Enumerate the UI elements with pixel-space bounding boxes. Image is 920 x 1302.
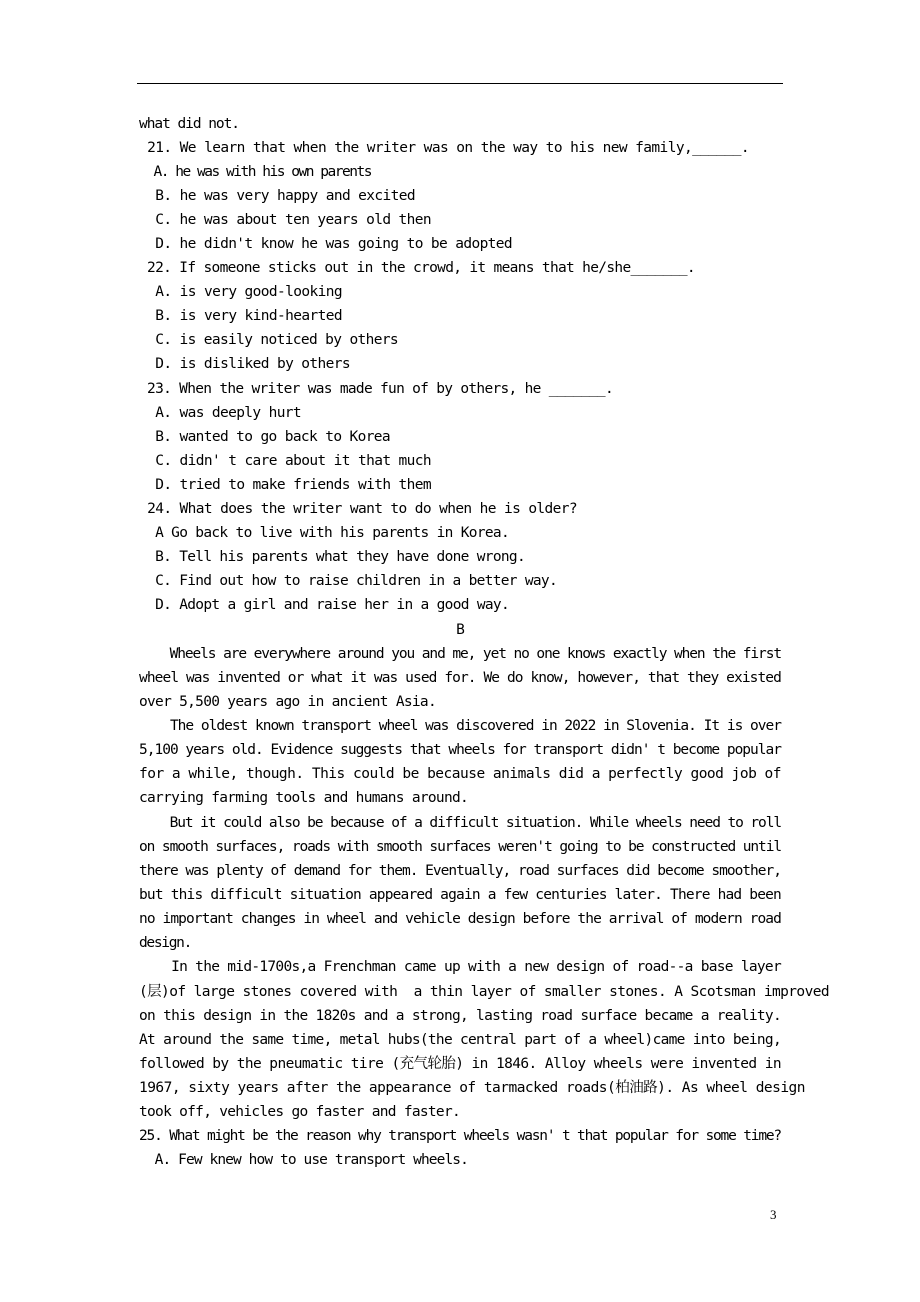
paragraph-line: 1967, sixty years after the appearance of tarmacked roads(柏油路). As wheel design — [139, 1080, 805, 1096]
option-21-d: D. he didn't know he was going to be adopted — [139, 236, 513, 252]
paragraph-line: At around the same time, metal hubs(the central part of a wheel)came into being, — [139, 1032, 781, 1048]
paragraph-line: design. — [139, 935, 192, 951]
paragraph-line: followed by the pneumatic tire (充气轮胎) in 1846. Alloy wheels were invented in — [139, 1056, 782, 1072]
text-line: what did not. — [139, 116, 239, 132]
option-23-c: C. didn' t care about it that much — [139, 453, 431, 469]
section-heading: B — [456, 622, 465, 638]
option-24-b: B. Tell his parents what they have done wrong. — [139, 549, 526, 565]
option-22-d: D. is disliked by others — [139, 356, 350, 372]
paragraph-line: Wheels are everywhere around you and me, yet no one knows exactly when the first — [139, 646, 781, 662]
option-22-c: C. is easily noticed by others — [139, 332, 398, 348]
question-23: 23. When the writer was made fun of by others, he _______. — [139, 381, 613, 397]
option-23-d: D. tried to make friends with them — [139, 477, 431, 493]
question-24: 24. What does the writer want to do when he is older? — [139, 501, 577, 517]
option-24-a: A Go back to live with his parents in Korea. — [139, 525, 510, 541]
paragraph-line: for a while, though. This could be because animals did a perfectly good job of — [139, 766, 781, 782]
question-25: 25. What might be the reason why transport wheels wasn' t that popular for some time? — [139, 1128, 781, 1144]
paragraph-line: but this difficult situation appeared again a few centuries later. There had been — [139, 887, 781, 903]
option-24-c: C. Find out how to raise children in a better way. — [139, 573, 558, 589]
paragraph-line: But it could also be because of a difficult situation. While wheels need to roll — [139, 815, 781, 831]
question-21: 21. We learn that when the writer was on the way to his new family,______. — [139, 140, 750, 156]
paragraph-line: carrying farming tools and humans around. — [139, 790, 469, 806]
option-23-a: A. was deeply hurt — [139, 405, 301, 421]
paragraph-line: (层)of large stones covered with a thin layer of smaller stones. A Scotsman improved — [139, 984, 830, 1000]
paragraph-line: 5,100 years old. Evidence suggests that wheels for transport didn' t become popular — [139, 742, 781, 758]
header-rule — [137, 83, 783, 84]
option-21-c: C. he was about ten years old then — [139, 212, 431, 228]
paragraph-line: on this design in the 1820s and a strong, lasting road surface became a reality. — [139, 1008, 781, 1024]
option-25-a: A. Few knew how to use transport wheels. — [139, 1152, 468, 1168]
paragraph-line: took off, vehicles go faster and faster. — [139, 1104, 460, 1120]
paragraph-line: there was plenty of demand for them. Eventually, road surfaces did become smoother, — [139, 863, 781, 879]
page-number: 3 — [770, 1207, 777, 1222]
paragraph-line: no important changes in wheel and vehicle design before the arrival of modern road — [139, 911, 781, 927]
paragraph-line: over 5,500 years ago in ancient Asia. — [139, 694, 436, 710]
paragraph-line: The oldest known transport wheel was discovered in 2022 in Slovenia. It is over — [139, 718, 781, 734]
option-21-a: A. he was with his own parents — [139, 164, 371, 180]
paragraph-line: on smooth surfaces, roads with smooth surfaces weren't going to be constructed until — [139, 839, 781, 855]
option-22-b: B. is very kind-hearted — [139, 308, 342, 324]
paragraph-line: wheel was invented or what it was used for. We do know, however, that they existed — [139, 670, 781, 686]
option-21-b: B. he was very happy and excited — [139, 188, 416, 204]
option-24-d: D. Adopt a girl and raise her in a good way. — [139, 597, 510, 613]
option-22-a: A. is very good-looking — [139, 284, 342, 300]
paragraph-line: In the mid-1700s,a Frenchman came up with a new design of road--a base layer — [139, 959, 781, 975]
question-22: 22. If someone sticks out in the crowd, it means that he/she_______. — [139, 260, 695, 276]
option-23-b: B. wanted to go back to Korea — [139, 429, 390, 445]
